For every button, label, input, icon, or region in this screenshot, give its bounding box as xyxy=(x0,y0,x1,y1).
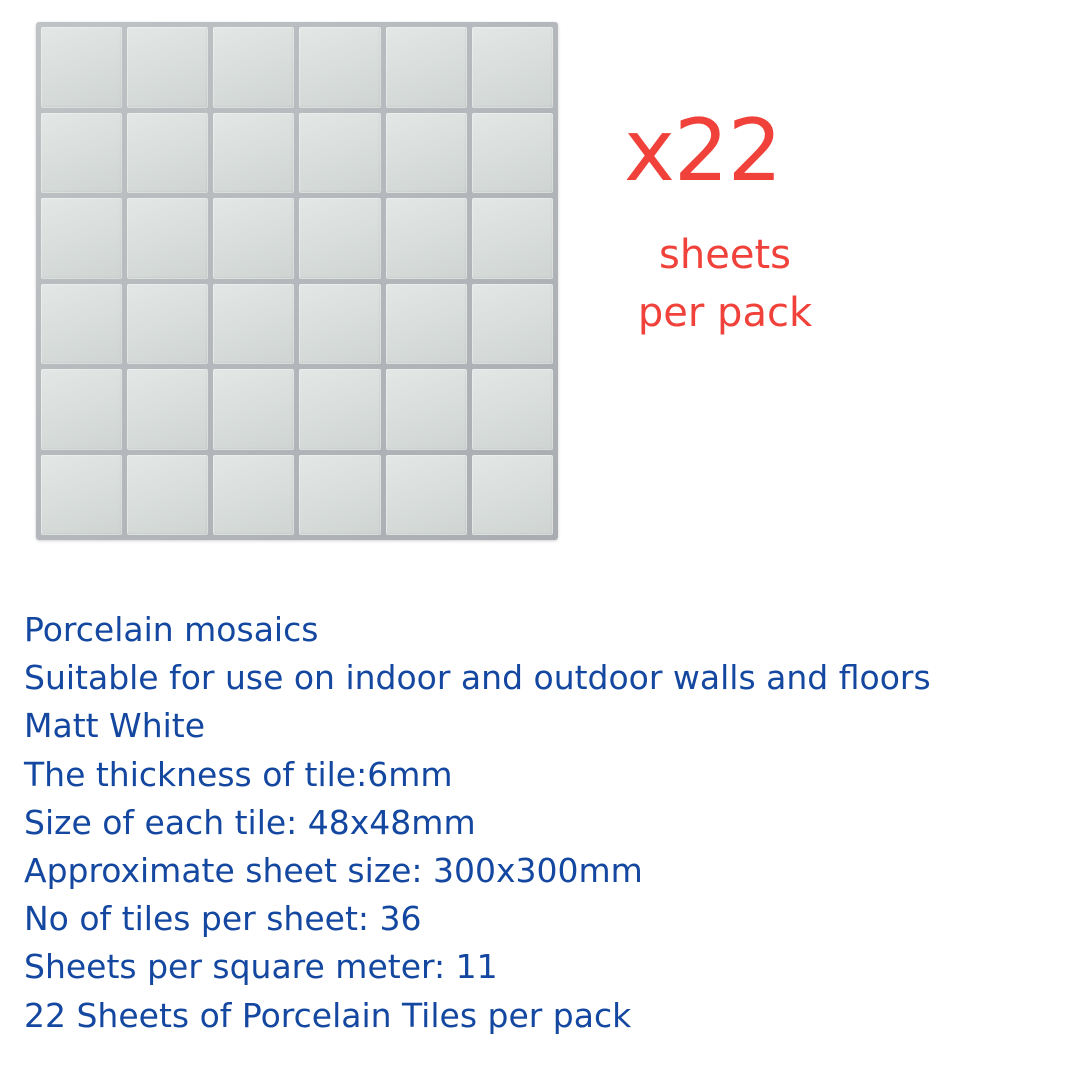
mosaic-tile xyxy=(213,198,294,279)
mosaic-tile-sheet-photo xyxy=(36,22,558,540)
pack-count: x22 xyxy=(624,101,782,201)
spec-tile-size: Size of each tile: 48x48mm xyxy=(24,802,476,842)
mosaic-tile xyxy=(472,198,553,279)
pack-label-line-2: per pack xyxy=(637,290,813,336)
spec-sheets-per-sqm: Sheets per square meter: 11 xyxy=(24,947,498,987)
mosaic-tile xyxy=(299,284,380,365)
spec-suitability: Suitable for use on indoor and outdoor walls and floors xyxy=(24,658,931,698)
spec-sheets-per-pack: 22 Sheets of Porcelain Tiles per pack xyxy=(24,995,632,1035)
mosaic-tile xyxy=(41,369,122,450)
mosaic-tile xyxy=(213,113,294,194)
spec-sheet-size: Approximate sheet size: 300x300mm xyxy=(24,851,643,891)
pack-label-line-1: sheets xyxy=(659,232,791,278)
mosaic-tile xyxy=(299,113,380,194)
mosaic-tile xyxy=(299,27,380,108)
spec-material: Porcelain mosaics xyxy=(24,610,319,649)
mosaic-tile xyxy=(472,113,553,194)
mosaic-tile xyxy=(127,455,208,536)
mosaic-tile xyxy=(41,455,122,536)
mosaic-tile xyxy=(386,113,467,194)
mosaic-tile xyxy=(472,369,553,450)
mosaic-tile xyxy=(299,369,380,450)
mosaic-tile xyxy=(127,198,208,279)
mosaic-tile xyxy=(386,27,467,108)
mosaic-tile xyxy=(127,27,208,108)
spec-tiles-per-sheet: No of tiles per sheet: 36 xyxy=(24,899,422,939)
mosaic-tile xyxy=(386,455,467,536)
spec-thickness: The thickness of tile:6mm xyxy=(24,754,453,794)
mosaic-tile xyxy=(213,455,294,536)
mosaic-tile xyxy=(41,198,122,279)
mosaic-tile xyxy=(127,113,208,194)
mosaic-tile xyxy=(213,284,294,365)
mosaic-tile xyxy=(472,455,553,536)
mosaic-tile xyxy=(299,198,380,279)
mosaic-tile xyxy=(386,284,467,365)
pack-count-label xyxy=(630,226,820,342)
mosaic-tile xyxy=(472,27,553,108)
mosaic-tile xyxy=(299,455,380,536)
mosaic-tile xyxy=(472,284,553,365)
mosaic-tile xyxy=(127,369,208,450)
mosaic-tile xyxy=(127,284,208,365)
mosaic-tile xyxy=(213,369,294,450)
mosaic-tile xyxy=(386,198,467,279)
product-specs-list xyxy=(24,606,931,1040)
mosaic-tile xyxy=(41,113,122,194)
mosaic-tile xyxy=(213,27,294,108)
mosaic-tile xyxy=(41,284,122,365)
mosaic-tile xyxy=(41,27,122,108)
mosaic-tile xyxy=(386,369,467,450)
spec-finish: Matt White xyxy=(24,706,206,746)
